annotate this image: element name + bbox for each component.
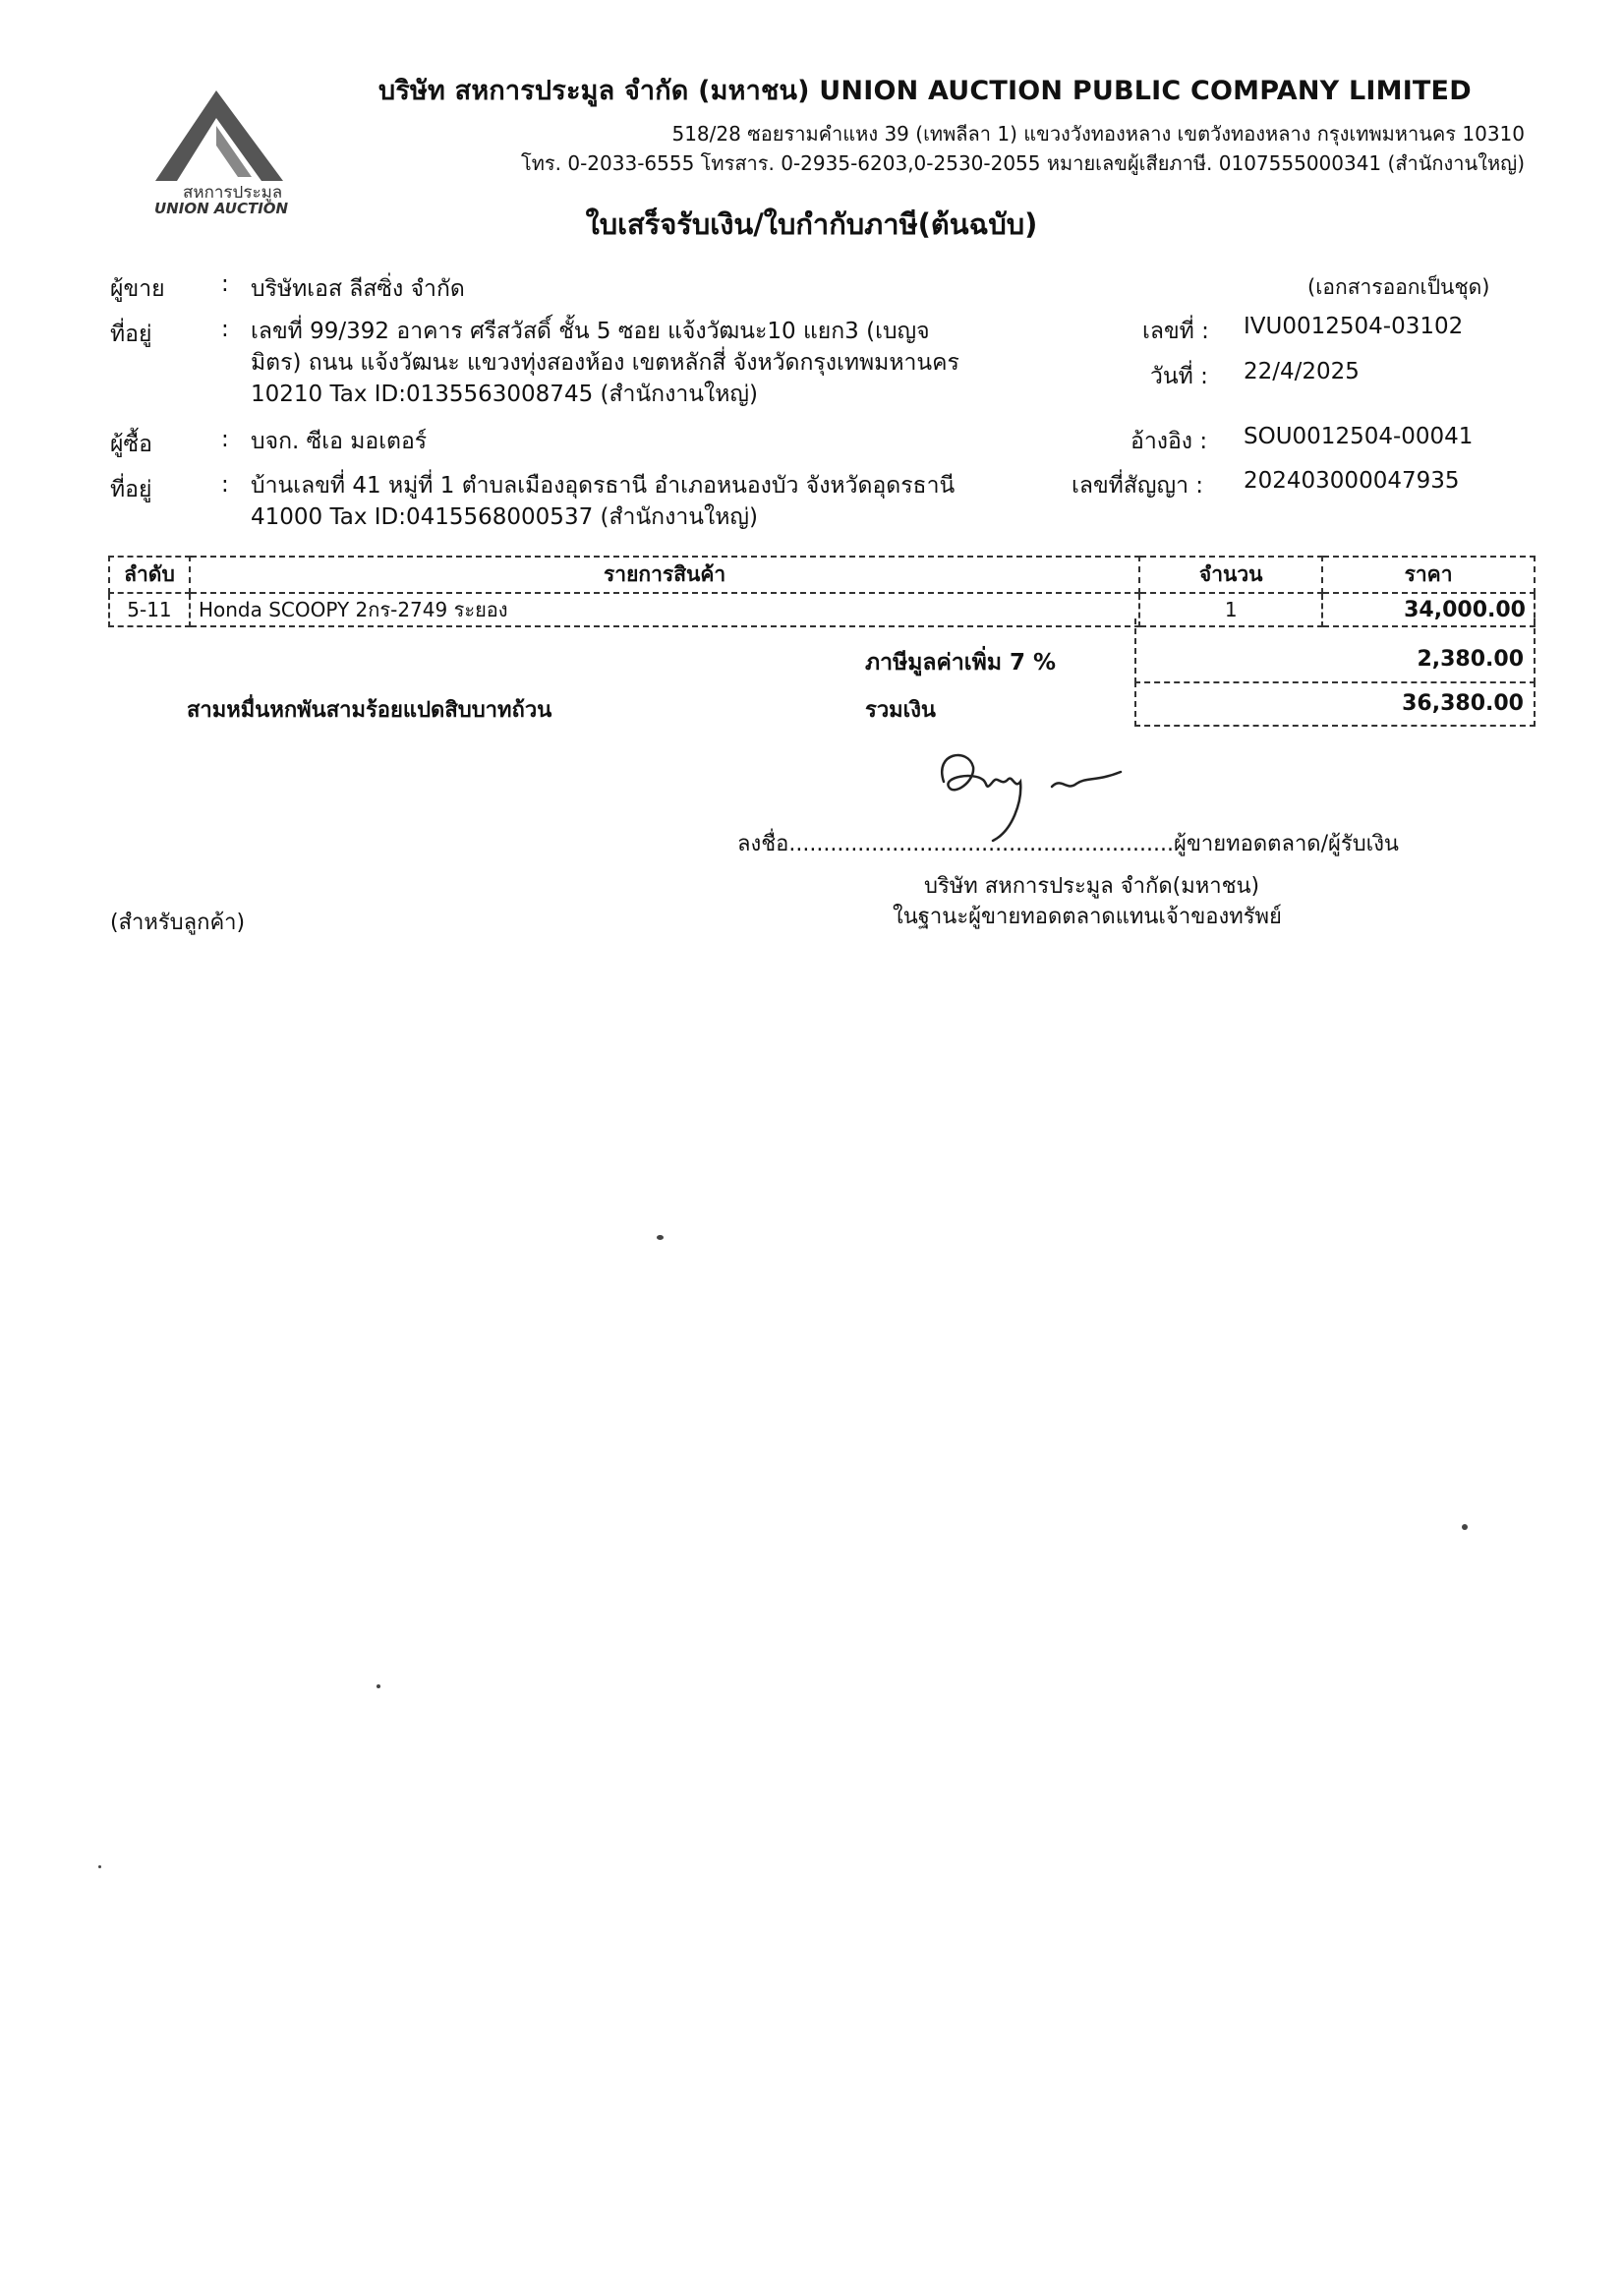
logo-text-th: สหการประมูล [183,183,283,203]
doc-date-label: วันที่ : [1150,364,1208,389]
buyer-name: บจก. ซีเอ มอเตอร์ [251,429,428,454]
header-price: ราคา [1322,557,1535,593]
seller-address-line-1: เลขที่ 99/392 อาคาร ศรีสวัสดิ์ ชั้น 5 ซอย แจ้งวัฒนะ10 แยก3 (เบญจ [251,319,930,344]
item-description: Honda SCOOPY 2กร-2749 ระยอง [190,593,1139,626]
doc-number: IVU0012504-03102 [1244,314,1464,339]
header-quantity: จำนวน [1139,557,1322,593]
scan-speck [98,1865,101,1868]
sign-role: ผู้ขายทอดตลาด/ผู้รับเงิน [1174,832,1399,856]
buyer-address-colon: : [221,472,229,498]
header-description: รายการสินค้า [190,557,1139,593]
ref-label: อ้างอิง : [1130,429,1208,454]
document-title: ใบเสร็จรับเงิน/ใบกำกับภาษี(ต้นฉบับ) [585,207,1038,241]
total-label: รวมเงิน [865,698,936,723]
ref-number: SOU0012504-00041 [1244,424,1474,449]
item-seq: 5-11 [109,593,190,626]
contract-label: เลขที่สัญญา : [1072,473,1204,499]
customer-copy-note: (สำหรับลูกค้า) [110,911,246,935]
doc-number-label: เลขที่ : [1142,319,1209,344]
seller-address-line-3: 10210 Tax ID:0135563008745 (สำนักงานใหญ่) [251,382,758,407]
signature-line [737,826,1399,860]
seller-address-colon: : [221,317,229,342]
scan-speck [657,1235,664,1240]
seller-address-line-2: มิตร) ถนน แจ้งวัฒนะ แขวงทุ่งสองห้อง เขตหลักสี่ จังหวัดกรุงเทพมหานคร [251,350,959,376]
items-table [108,556,1536,627]
scan-speck [1462,1524,1468,1530]
seller-name: บริษัทเอส ลีสซิ่ง จำกัด [251,276,465,302]
signer-capacity: ในฐานะผู้ขายทอดตลาดแทนเจ้าของทรัพย์ [893,905,1282,929]
buyer-address-line-1: บ้านเลขที่ 41 หมู่ที่ 1 ตำบลเมืองอุดรธานี อำเภอหนองบัว จังหวัดอุดรธานี [251,473,956,499]
buyer-colon: : [221,427,229,452]
sign-prefix: ลงชื่อ [737,832,789,856]
buyer-address-line-2: 41000 Tax ID:0415568000537 (สำนักงานใหญ่) [251,504,758,530]
contract-number: 202403000047935 [1244,468,1460,494]
company-name: บริษัท สหการประมูล จำกัด (มหาชน) UNION AUCTION PUBLIC COMPANY LIMITED [378,76,1472,106]
document-set-note: (เอกสารออกเป็นชุด) [1307,275,1490,299]
sign-dots: ........................................................ [788,832,1174,856]
vat-amount: 2,380.00 [1417,647,1524,672]
seller-label: ผู้ขาย [110,276,165,302]
company-contact: โทร. 0-2033-6555 โทรสาร. 0-2935-6203,0-2530-2055 หมายเลขผู้เสียภาษี. 0107555000341 (สำนักงานใหญ่) [520,151,1525,175]
header-seq: ลำดับ [109,557,190,593]
items-header-row [109,557,1535,593]
buyer-address-label: ที่อยู่ [110,477,152,502]
item-price: 34,000.00 [1322,593,1535,626]
item-quantity: 1 [1139,593,1322,626]
total-amount: 36,380.00 [1402,691,1524,716]
company-address: 518/28 ซอยรามคำแหง 39 (เทพลีลา 1) แขวงวังทองหลาง เขตวังทองหลาง กรุงเทพมหานคร 10310 [671,122,1525,146]
seller-colon: : [221,271,229,297]
vat-label: ภาษีมูลค่าเพิ่ม 7 % [865,650,1057,676]
signer-company: บริษัท สหการประมูล จำกัด(มหาชน) [924,874,1260,899]
buyer-label: ผู้ซื้อ [110,432,152,457]
doc-date: 22/4/2025 [1244,359,1360,384]
amount-in-words: สามหมื่นหกพันสามร้อยแปดสิบบาทถ้วน [187,698,552,723]
logo-text-en: UNION AUCTION [154,200,289,217]
seller-address-label: ที่อยู่ [110,322,152,347]
scan-speck [377,1684,380,1688]
